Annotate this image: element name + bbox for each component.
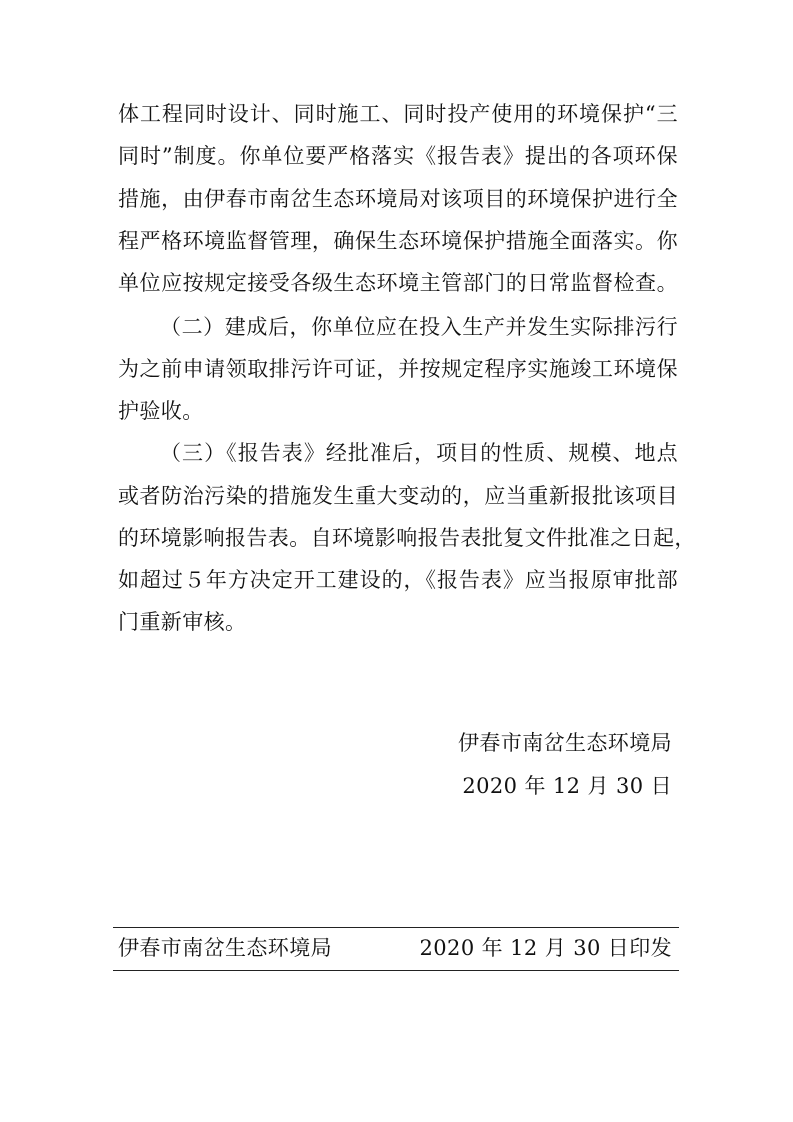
body-line-5: 单位应按规定接受各级生态环境主管部门的日常监督检查。 <box>118 271 678 295</box>
paragraph-3-line-2: 或者防治污染的措施发生重大变动的，应当重新报批该项目 <box>118 484 678 508</box>
paragraph-2-line-1: （二）建成后，你单位应在投入生产并发生实际排污行 <box>160 315 678 339</box>
paragraph-3-line-4: 如超过５年方决定开工建设的，《报告表》应当报原审批部 <box>118 568 678 592</box>
paragraph-2-line-2: 为之前申请领取排污许可证，并按规定程序实施竣工环境保 <box>118 357 678 381</box>
footer-top-rule <box>113 927 679 928</box>
footer-bottom-rule <box>113 970 679 971</box>
footer-org: 伊春市南岔生态环境局 <box>118 936 332 960</box>
paragraph-3-line-5: 门重新审核。 <box>118 610 247 634</box>
body-line-2: 同时”制度。你单位要严格落实《报告表》提出的各项环保 <box>118 144 678 168</box>
body-line-1: 体工程同时设计、同时施工、同时投产使用的环境保护“三 <box>118 102 678 126</box>
body-line-3: 措施，由伊春市南岔生态环境局对该项目的环境保护进行全 <box>118 187 678 211</box>
paragraph-3-line-1: （三）《报告表》经批准后，项目的性质、规模、地点 <box>160 441 678 465</box>
body-line-4: 程严格环境监督管理，确保生态环境保护措施全面落实。你 <box>118 229 678 253</box>
paragraph-2-line-3: 护验收。 <box>118 399 204 423</box>
footer-issued-date: 2020 年 12 月 30 日印发 <box>419 936 672 960</box>
signature-org: 伊春市南岔生态环境局 <box>458 731 672 755</box>
paragraph-3-line-3: 的环境影响报告表。自环境影响报告表批复文件批准之日起， <box>118 526 696 550</box>
signature-date: 2020 年 12 月 30 日 <box>462 774 672 798</box>
